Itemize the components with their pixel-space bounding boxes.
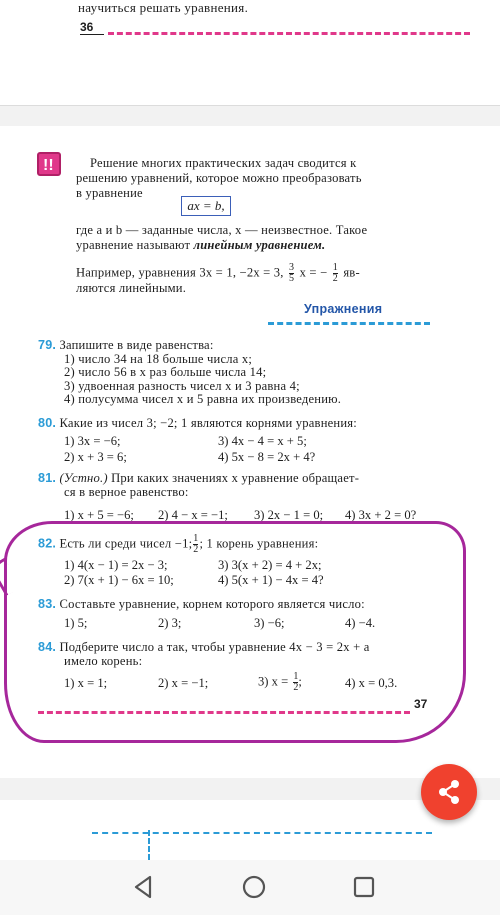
exercise-item: 3) удвоенная разность чисел x и 3 равна 4; <box>64 378 300 393</box>
exercise-item: 4) −4. <box>345 616 376 630</box>
exercise-83 <box>38 598 365 612</box>
exercise-82 <box>38 534 318 555</box>
exercise-oral-mark: (Устно.) <box>59 471 108 485</box>
exercise-number: 83. <box>38 597 57 611</box>
exclamation-icon: !! <box>37 152 61 176</box>
exercise-number: 80. <box>38 416 57 430</box>
next-page-dash-rule <box>92 832 432 834</box>
previous-page-dash-rule <box>108 32 470 35</box>
system-navigation-bar <box>0 860 500 915</box>
exercise-title-cont: ся в верное равенство: <box>64 484 189 499</box>
exercise-item: 1) 3x = −6; <box>64 434 121 448</box>
exercise-title: Составьте уравнение, корнем которого является число: <box>59 597 365 611</box>
previous-page-text: научиться решать уравнения. <box>78 0 249 15</box>
exercise-item: 1) 5; <box>64 616 88 630</box>
section-title: Упражнения <box>304 302 383 316</box>
exercise-item: 3) x = $\frac{1}{2}$ ; <box>258 671 302 693</box>
hyphen-part: яв- <box>343 265 360 280</box>
linear-equation-box: ax = b, <box>181 196 231 216</box>
info-line-7: ляются линейными. <box>76 281 187 295</box>
exercise-item: 4) x = 0,3. <box>345 676 398 690</box>
exercise-item: 1) x + 5 = −6; <box>64 508 134 522</box>
exercise-title: Подберите число a так, чтобы уравнение 4x − 3 = 2x + a <box>59 640 370 654</box>
info-line-1: Решение многих практических задач сводится к <box>90 156 357 170</box>
exercise-84 <box>38 641 370 668</box>
exercise-80 <box>38 417 357 431</box>
exercise-title-cont: имело корень: <box>64 653 143 668</box>
info-line-5 <box>76 238 325 253</box>
exercise-title-end: ; 1 корень уравнения: <box>199 536 319 551</box>
fraction-one-half: $\frac{1}{2}$ <box>193 533 199 555</box>
previous-page-number: 36 <box>80 20 94 34</box>
textbook-page <box>0 126 500 778</box>
exercise-item: 2) 4 − x = −1; <box>158 508 228 522</box>
exercise-item: 2) x + 3 = 6; <box>64 450 127 464</box>
exercise-number: 81. <box>38 471 57 485</box>
exercise-item: 1) 4(x − 1) = 2x − 3; <box>64 558 168 572</box>
exercise-number: 84. <box>38 640 57 654</box>
fraction-one-half: $\frac{1}{2}$ <box>293 671 299 693</box>
exercise-item: 1) число 34 на 18 больше числа x; <box>64 351 253 366</box>
linear-equation-term: линейным уравнением. <box>193 238 326 252</box>
fraction-one-half: $\frac{1}{2}$ <box>332 262 338 284</box>
recents-square-icon[interactable] <box>350 873 378 901</box>
exercise-title: При каких значениях x уравнение обращает- <box>111 471 360 485</box>
info-line-4: где a и b — заданные числа, x — неизвестное. Такое <box>76 223 368 237</box>
exercise-item: 3) 2x − 1 = 0; <box>254 508 324 522</box>
section-dash-rule <box>268 322 430 325</box>
back-triangle-icon[interactable] <box>130 873 158 901</box>
exercise-79 <box>38 339 341 407</box>
exercise-item: 2) 7(x + 1) − 6x = 10; <box>64 573 174 587</box>
exercise-item: 4) 5(x + 1) − 4x = 4? <box>218 573 324 587</box>
share-icon <box>421 764 477 820</box>
exercise-title: Какие из чисел 3; −2; 1 являются корнями уравнения: <box>59 416 357 430</box>
exercise-81 <box>38 472 359 499</box>
info-line-2: решению уравнений, которое можно преобразовать <box>76 171 362 185</box>
previous-page <box>0 0 500 106</box>
page-bottom-dash-rule <box>38 711 410 714</box>
exercise-item: 1) x = 1; <box>64 676 108 690</box>
exercise-item: 2) 3; <box>158 616 182 630</box>
pagenum-underline <box>80 34 104 35</box>
info-line-3: в уравнение <box>76 186 143 200</box>
page-number: 37 <box>414 697 428 711</box>
example-equation-rhs: x = − <box>299 265 328 280</box>
next-page-dash-vertical <box>148 830 150 860</box>
exercise-number: 79. <box>38 338 57 352</box>
exercise-item: 3) −6; <box>254 616 285 630</box>
share-button[interactable] <box>421 764 477 820</box>
home-circle-icon[interactable] <box>240 873 268 901</box>
exercise-item: 4) полусумма чисел x и 5 равна их произведению. <box>64 392 342 406</box>
exercise-title: Есть ли среди чисел −1; <box>59 536 193 551</box>
exercise-item: 3) 4x − 4 = x + 5; <box>218 434 307 448</box>
info-line-5-text: уравнение называют <box>76 238 191 252</box>
exercise-item: 4) 3x + 2 = 0? <box>345 508 417 522</box>
exercise-item: 2) x = −1; <box>158 676 209 690</box>
exercise-item: 2) число 56 в x раз больше числа 14; <box>64 365 267 379</box>
exercise-item: 3) 3(x + 2) = 4 + 2x; <box>218 558 322 572</box>
fraction-three-fifths: $\frac{3}{5}$ <box>289 262 295 284</box>
example-equations: Например, уравнения 3x = 1, −2x = 3, <box>76 265 284 280</box>
exercise-number: 82. <box>38 536 57 551</box>
exercise-item: 4) 5x − 8 = 2x + 4? <box>218 450 316 464</box>
exercise-title: Запишите в виде равенства: <box>59 338 214 352</box>
